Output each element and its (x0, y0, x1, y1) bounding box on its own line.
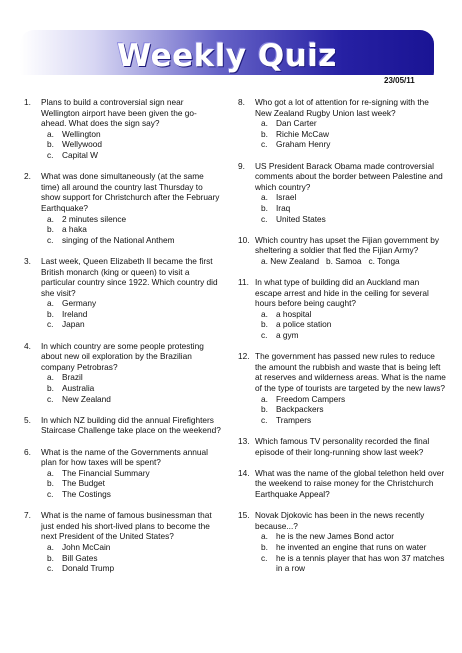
option-text: Iraq (276, 202, 291, 213)
question-number: 15. (238, 510, 250, 521)
option-text: Capital W (62, 149, 98, 160)
option-letter: b. (261, 404, 268, 415)
option-letter: b. (47, 383, 54, 394)
option-letter: a. (261, 531, 268, 542)
question-item (238, 436, 446, 457)
question-item (238, 510, 446, 574)
question-text: In what type of building did an Auckland man escape arrest and hide in the ceiling for several hours before being caught? (255, 277, 429, 309)
question-number: 4. (24, 340, 31, 351)
answer-option (47, 563, 222, 574)
question-text: Which famous TV personality recorded the final episode of their long-running show last week? (255, 436, 430, 457)
answer-option (47, 224, 222, 235)
option-text: The Financial Summary (62, 467, 150, 478)
question-item (24, 447, 222, 500)
option-text: Freedom Campers (276, 393, 346, 404)
question-item (238, 468, 446, 500)
answer-options (255, 531, 446, 573)
option-text: a police station (276, 319, 332, 330)
question-number: 11. (238, 277, 249, 288)
option-text: Wellywood (62, 139, 102, 150)
option-text: Israel (276, 192, 297, 203)
answer-options (255, 118, 446, 150)
answer-option (47, 309, 222, 320)
option-text: Dan Carter (276, 118, 317, 129)
option-text: Donald Trump (62, 563, 115, 574)
question-number: 8. (238, 97, 245, 107)
right-question-column (238, 97, 446, 584)
question-item (238, 277, 446, 341)
option-letter: a. (47, 372, 54, 383)
option-text: Brazil (62, 372, 83, 383)
inline-answer-options: a. New Zealand b. Samoa c. Tonga (261, 255, 400, 266)
option-text: Wellington (62, 128, 101, 139)
left-question-column (24, 97, 222, 584)
answer-option (261, 139, 446, 150)
answer-option (47, 542, 222, 553)
answer-option (261, 404, 446, 415)
answer-options (255, 394, 446, 426)
option-letter: a. (47, 467, 54, 478)
answer-option (47, 129, 222, 140)
option-text: United States (276, 213, 326, 224)
option-text: The Budget (62, 478, 105, 489)
option-text: Trampers (276, 414, 312, 425)
option-text: Japan (62, 319, 85, 330)
option-text: he is the new James Bond actor (276, 531, 395, 542)
answer-option (261, 415, 446, 426)
option-letter: c. (261, 552, 268, 563)
question-text: Who got a lot of attention for re-signing with the New Zealand Rugby Union last week? (255, 97, 429, 118)
answer-option (47, 489, 222, 500)
question-item (238, 161, 446, 225)
answer-options (41, 468, 222, 500)
option-letter: b. (261, 319, 268, 330)
option-text: he invented an engine that runs on water (276, 541, 427, 552)
option-letter: c. (47, 234, 54, 245)
question-number: 3. (24, 255, 31, 266)
option-text: singing of the National Anthem (62, 234, 175, 245)
question-number: 14. (238, 467, 250, 478)
question-text: Plans to build a controversial sign near Wellington airport have been given the go-ahead. What does the sign say? (41, 97, 197, 129)
question-text: What was the name of the global telethon held over the weekend to raise money for the Christchurch Earthquake Appeal? (255, 467, 445, 499)
question-number: 2. (24, 171, 31, 182)
option-text: Backpackers (276, 404, 324, 415)
question-number: 1. (24, 97, 31, 107)
answer-option (261, 319, 446, 330)
option-text: John McCain (62, 541, 111, 552)
option-text: 2 minutes silence (62, 213, 127, 224)
option-text: he is a tennis player that has won 37 matches in a row (276, 552, 445, 574)
answer-option (47, 478, 222, 489)
banner-date-strip (20, 75, 434, 86)
option-letter: a. (47, 128, 54, 139)
option-text: Richie McCaw (276, 128, 330, 139)
answer-option (261, 214, 446, 225)
option-letter: b. (47, 139, 54, 150)
option-letter: a. (261, 393, 268, 404)
option-text: Graham Henry (276, 139, 331, 150)
option-letter: b. (47, 478, 54, 489)
answer-option (47, 319, 222, 330)
question-number: 5. (24, 414, 31, 425)
option-letter: c. (47, 393, 54, 404)
question-text: Which country has upset the Fijian government by sheltering a soldier that fled the Fijian Army? (255, 234, 440, 256)
question-number: 9. (238, 160, 245, 171)
answer-option (47, 139, 222, 150)
quiz-date: 23/05/11 (384, 76, 415, 85)
option-letter: b. (47, 224, 54, 235)
answer-options (255, 192, 446, 224)
option-text: New Zealand (62, 393, 111, 404)
option-letter: a. (47, 298, 54, 309)
answer-option (47, 383, 222, 394)
question-text: What was done simultaneously (at the same time) all around the country last Thursday to show support for Christchurch after the February Earthquake? (41, 171, 220, 213)
question-item (24, 341, 222, 405)
option-letter: b. (47, 308, 54, 319)
option-text: The Costings (62, 488, 111, 499)
option-letter: c. (47, 149, 54, 160)
answer-options (41, 214, 222, 246)
answer-option (261, 542, 446, 553)
answer-options (255, 309, 446, 341)
option-letter: c. (47, 488, 54, 499)
option-text: Ireland (62, 308, 88, 319)
answer-options (41, 129, 222, 161)
question-number: 12. (238, 351, 250, 362)
question-text: Last week, Queen Elizabeth II became the first British monarch (king or queen) to visit a particular country since 1922. Which country did she visit? (41, 255, 218, 298)
option-letter: c. (47, 319, 54, 330)
option-letter: c. (261, 213, 268, 224)
answer-option (261, 118, 446, 129)
option-letter: a. (47, 213, 54, 224)
question-item (238, 235, 446, 267)
question-text: US President Barack Obama made controversial comments about the border between Palestine and which country? (255, 160, 443, 192)
answer-option (47, 235, 222, 246)
answer-option (47, 372, 222, 383)
answer-option (47, 468, 222, 479)
question-text: What is the name of the Governments annual plan for how taxes will be spent? (41, 446, 208, 468)
option-letter: a. (261, 192, 268, 203)
option-letter: b. (47, 552, 54, 563)
answer-option (47, 214, 222, 225)
answer-option (47, 150, 222, 161)
question-text: The government has passed new rules to reduce the amount the rubbish and waste that is being left at reserves and wilderness areas. What is the name of the type of tourists are targeted by the new laws? (255, 351, 446, 394)
option-letter: a. (261, 308, 268, 319)
answer-option (47, 298, 222, 309)
question-text: Novak Djokovic has been in the news recently because...? (255, 510, 425, 531)
option-letter: c. (47, 563, 54, 574)
option-letter: c. (261, 414, 268, 425)
answer-option (261, 553, 446, 574)
answer-options (41, 298, 222, 330)
question-number: 13. (238, 436, 250, 446)
option-letter: b. (261, 128, 268, 139)
question-number: 6. (24, 446, 31, 457)
question-item (24, 415, 222, 436)
answer-option (261, 129, 446, 140)
option-letter: c. (261, 139, 268, 150)
page-title: Weekly Quiz (117, 38, 337, 74)
option-text: Germany (62, 298, 97, 309)
answer-option (261, 531, 446, 542)
question-number: 7. (24, 510, 31, 521)
question-text: In which NZ building did the annual Firefighters Staircase Challenge take place on the weekend? (41, 414, 221, 436)
answer-option (47, 553, 222, 564)
answer-option (261, 309, 446, 320)
answer-option (47, 394, 222, 405)
question-text: In which country are some people protesting about new oil exploration by the Brazilian company Petrobras? (41, 340, 204, 372)
option-letter: b. (261, 202, 268, 213)
option-text: a hospital (276, 308, 312, 319)
question-number: 10. (238, 234, 250, 245)
option-letter: b. (261, 541, 268, 552)
option-text: Bill Gates (62, 552, 98, 563)
answer-option (261, 330, 446, 341)
answer-option (261, 192, 446, 203)
option-text: a haka (62, 224, 87, 235)
question-item (238, 97, 446, 150)
question-item (24, 510, 222, 574)
option-letter: a. (47, 541, 54, 552)
answer-options (41, 372, 222, 404)
option-text: Australia (62, 383, 95, 394)
question-item (24, 97, 222, 161)
option-letter: c. (261, 330, 268, 341)
answer-options (41, 542, 222, 574)
option-text: a gym (276, 330, 299, 341)
answer-option (261, 394, 446, 405)
question-item (24, 171, 222, 245)
answer-option (261, 203, 446, 214)
option-letter: a. (261, 118, 268, 129)
question-item (238, 351, 446, 425)
question-item (24, 256, 222, 330)
question-text: What is the name of famous businessman that just ended his short-lived plans to become the next President of the United States? (41, 510, 212, 542)
